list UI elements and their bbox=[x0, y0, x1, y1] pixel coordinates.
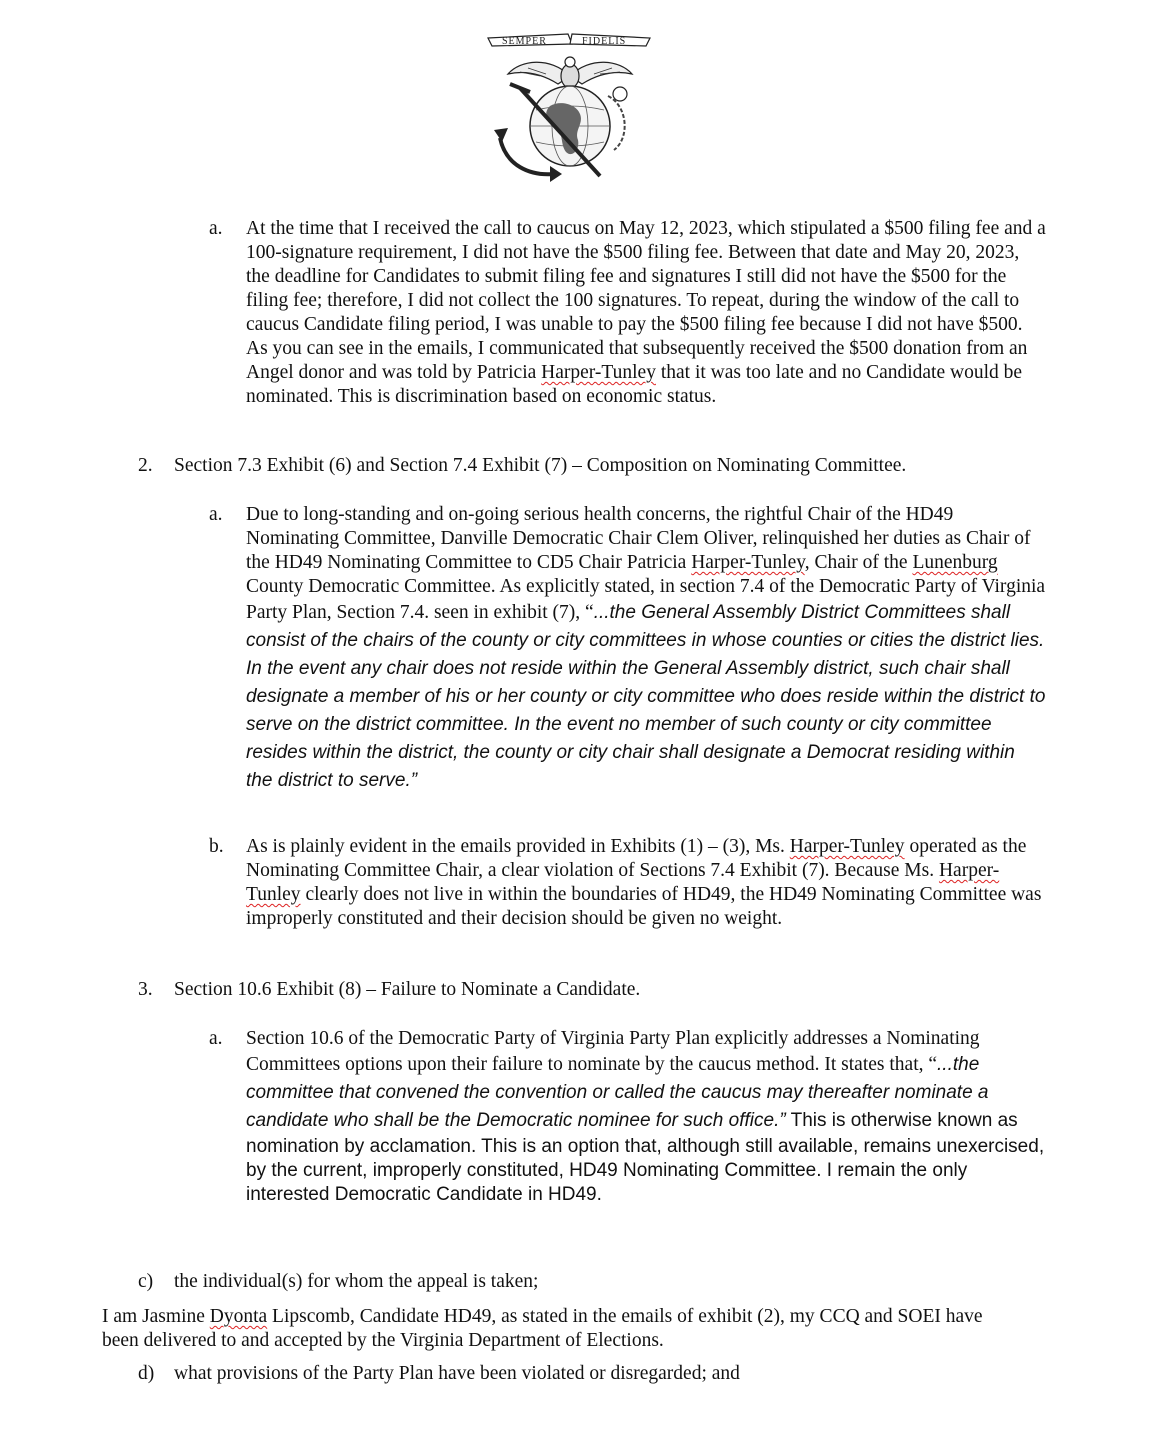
item-2a-text-1: Due to long-standing and on-going serious health concerns, the rightful Chair of the HD49 Nominating Committee, Danville Democratic Chair Clem Oliver, relinquished her duties as Chair of the HD49 Nominating Committee to CD5 Chair Patricia bbox=[246, 504, 1031, 573]
item-1a-name: Harper-Tunley bbox=[541, 362, 656, 383]
item-c-text: the individual(s) for whom the appeal is taken; bbox=[174, 1271, 539, 1292]
item-2a-quote: ...the General Assembly District Committees shall consist of the chairs of the county or city committees in whose counties or cities the district lies. In the event any chair does not reside within the General Assembly district, such chair shall designate a member of his or her county or city committee who does reside within the district to serve on the district committee. In the event no member of such county or city committee resides within the district, the county or city chair shall designate a Democrat residing within the district to serve.” bbox=[246, 602, 1046, 791]
item-2b-name-1: Harper-Tunley bbox=[789, 836, 905, 857]
item-c-marker: c) bbox=[138, 1271, 154, 1292]
item-2b-marker: b. bbox=[209, 836, 224, 857]
item-2b-text-1: As is plainly evident in the emails provided in Exhibits (1) – (3), Ms. bbox=[246, 836, 790, 857]
item-3a-paragraph bbox=[246, 1027, 1046, 1207]
item-c-para-text-2: Lipscomb, Candidate HD49, as stated in the emails of exhibit (2), my CCQ and SOEI have been delivered to and accepted by the Virginia Department of Elections. bbox=[102, 1306, 983, 1351]
item-2a-text-3: County Democratic Committee. As explicitly stated, in section 7.4 of the Democratic Party of Virginia Party Plan, Section 7.4. seen in exhibit (7), “ bbox=[246, 576, 1046, 623]
item-3a-quote: ...the committee that convened the convention or called the caucus may thereafter nominate a candidate who shall be the Democratic nominee for such office.” bbox=[246, 1054, 989, 1131]
item-2-heading: Section 7.3 Exhibit (6) and Section 7.4 Exhibit (7) – Composition on Nominating Committee. bbox=[174, 455, 907, 476]
item-1a-marker: a. bbox=[209, 218, 223, 239]
item-2b-name-2: Harper-Tunley bbox=[246, 860, 1000, 905]
item-2a-name: Harper-Tunley bbox=[691, 552, 805, 573]
item-3a-text-2: This is otherwise known as nomination by acclamation. This is an option that, although still available, remains unexercised, by the current, improperly constituted, HD49 Nominating Committee. I remain the only interested Democratic Candidate in HD49. bbox=[246, 1110, 1045, 1205]
item-1a-paragraph bbox=[246, 217, 1046, 409]
item-1a-text-2: that it was too late and no Candidate would be nominated. This is discrimination based on economic status. bbox=[246, 362, 1023, 407]
item-c-para-name: Dyonta bbox=[209, 1306, 268, 1327]
marine-corps-emblem bbox=[480, 26, 660, 186]
motto-right: FIDELIS bbox=[582, 36, 627, 47]
item-2b-paragraph bbox=[246, 835, 1046, 931]
item-3a-marker: a. bbox=[209, 1028, 223, 1049]
item-2b-text-2: operated as the Nominating Committee Chair, a clear violation of Sections 7.4 Exhibit (7). Because Ms. bbox=[246, 836, 1027, 881]
item-2a-paragraph bbox=[246, 503, 1046, 795]
item-3-heading: Section 10.6 Exhibit (8) – Failure to Nominate a Candidate. bbox=[174, 979, 641, 1000]
item-d-text: what provisions of the Party Plan have been violated or disregarded; and bbox=[174, 1363, 740, 1384]
item-d-marker: d) bbox=[138, 1363, 155, 1384]
item-2a-county: Lunenburg bbox=[912, 552, 998, 573]
item-c-para-text-1: I am Jasmine bbox=[102, 1306, 210, 1327]
item-2a-marker: a. bbox=[209, 504, 223, 525]
item-2-marker: 2. bbox=[138, 455, 153, 476]
item-3-marker: 3. bbox=[138, 979, 153, 1000]
item-2a-text-2: , Chair of the bbox=[804, 552, 913, 573]
item-1a-text-1: At the time that I received the call to caucus on May 12, 2023, which stipulated a $500 filing fee and a 100-signature requirement, I did not have the $500 filing fee. Between that date and May 20, 2023, the deadline for Candidates to submit filing fee and signatures I still did not have the $500 for the filing fee; therefore, I did not collect the 100 signatures. To repeat, during the window of the call to caucus Candidate filing period, I was unable to pay the $500 filing fee because I did not have $500. As you can see in the emails, I communicated that subsequently received the $500 donation from an Angel donor and was told by Patricia bbox=[246, 218, 1046, 383]
item-2b-text-3: clearly does not live in within the boundaries of HD49, the HD49 Nominating Committee was improperly constituted and their decision should be given no weight. bbox=[246, 884, 1042, 929]
item-c-paragraph bbox=[102, 1305, 1022, 1353]
item-3a-text-1: Section 10.6 of the Democratic Party of Virginia Party Plan explicitly addresses a Nominating Committees options upon their failure to nominate by the caucus method. It states that, “ bbox=[246, 1028, 980, 1075]
motto-left: SEMPER bbox=[502, 36, 547, 47]
